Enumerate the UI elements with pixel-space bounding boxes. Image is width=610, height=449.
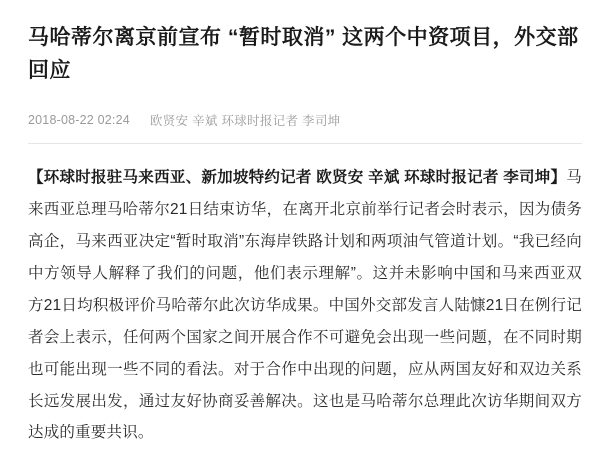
article-body xyxy=(28,162,582,449)
article-lead-in: 【环球时报驻马来西亚、新加坡特约记者 欧贤安 辛斌 环球时报记者 李司坤】 xyxy=(28,169,567,187)
page-title: 马哈蒂尔离京前宣布 “暂时取消” 这两个中资项目，外交部回应 xyxy=(28,26,579,82)
author-byline: 欧贤安 辛斌 环球时报记者 李司坤 xyxy=(149,114,341,129)
publish-timestamp: 2018-08-22 02:24 xyxy=(28,113,130,128)
article-body-text: 马来西亚总理马哈蒂尔21日结束访华，在离开北京前举行记者会时表示，因为债务高企，马来西亚决定“暂时取消”东海岸铁路计划和两项油气管道计划。“我已经向中方领导人解释了我们的问题，他们表示理解”。这并未影响中国和马来西亚双方21日均积极评价马哈蒂尔此次访华成果。中国外交部发言人陆慷21日在例行记者会上表示，任何两个国家之间开展合作不可避免会出现一些问题，在不同时期也可能出现一些不同的看法。对于合作中出现的问题，应从两国友好和双边关系长远发展出发，通过友好协商妥善解决。这也是马哈蒂尔总理此次访华期间双方达成的重要共识。 xyxy=(28,169,582,442)
meta-divider xyxy=(28,143,582,144)
article-meta xyxy=(28,111,582,129)
article-paragraph xyxy=(28,162,582,449)
